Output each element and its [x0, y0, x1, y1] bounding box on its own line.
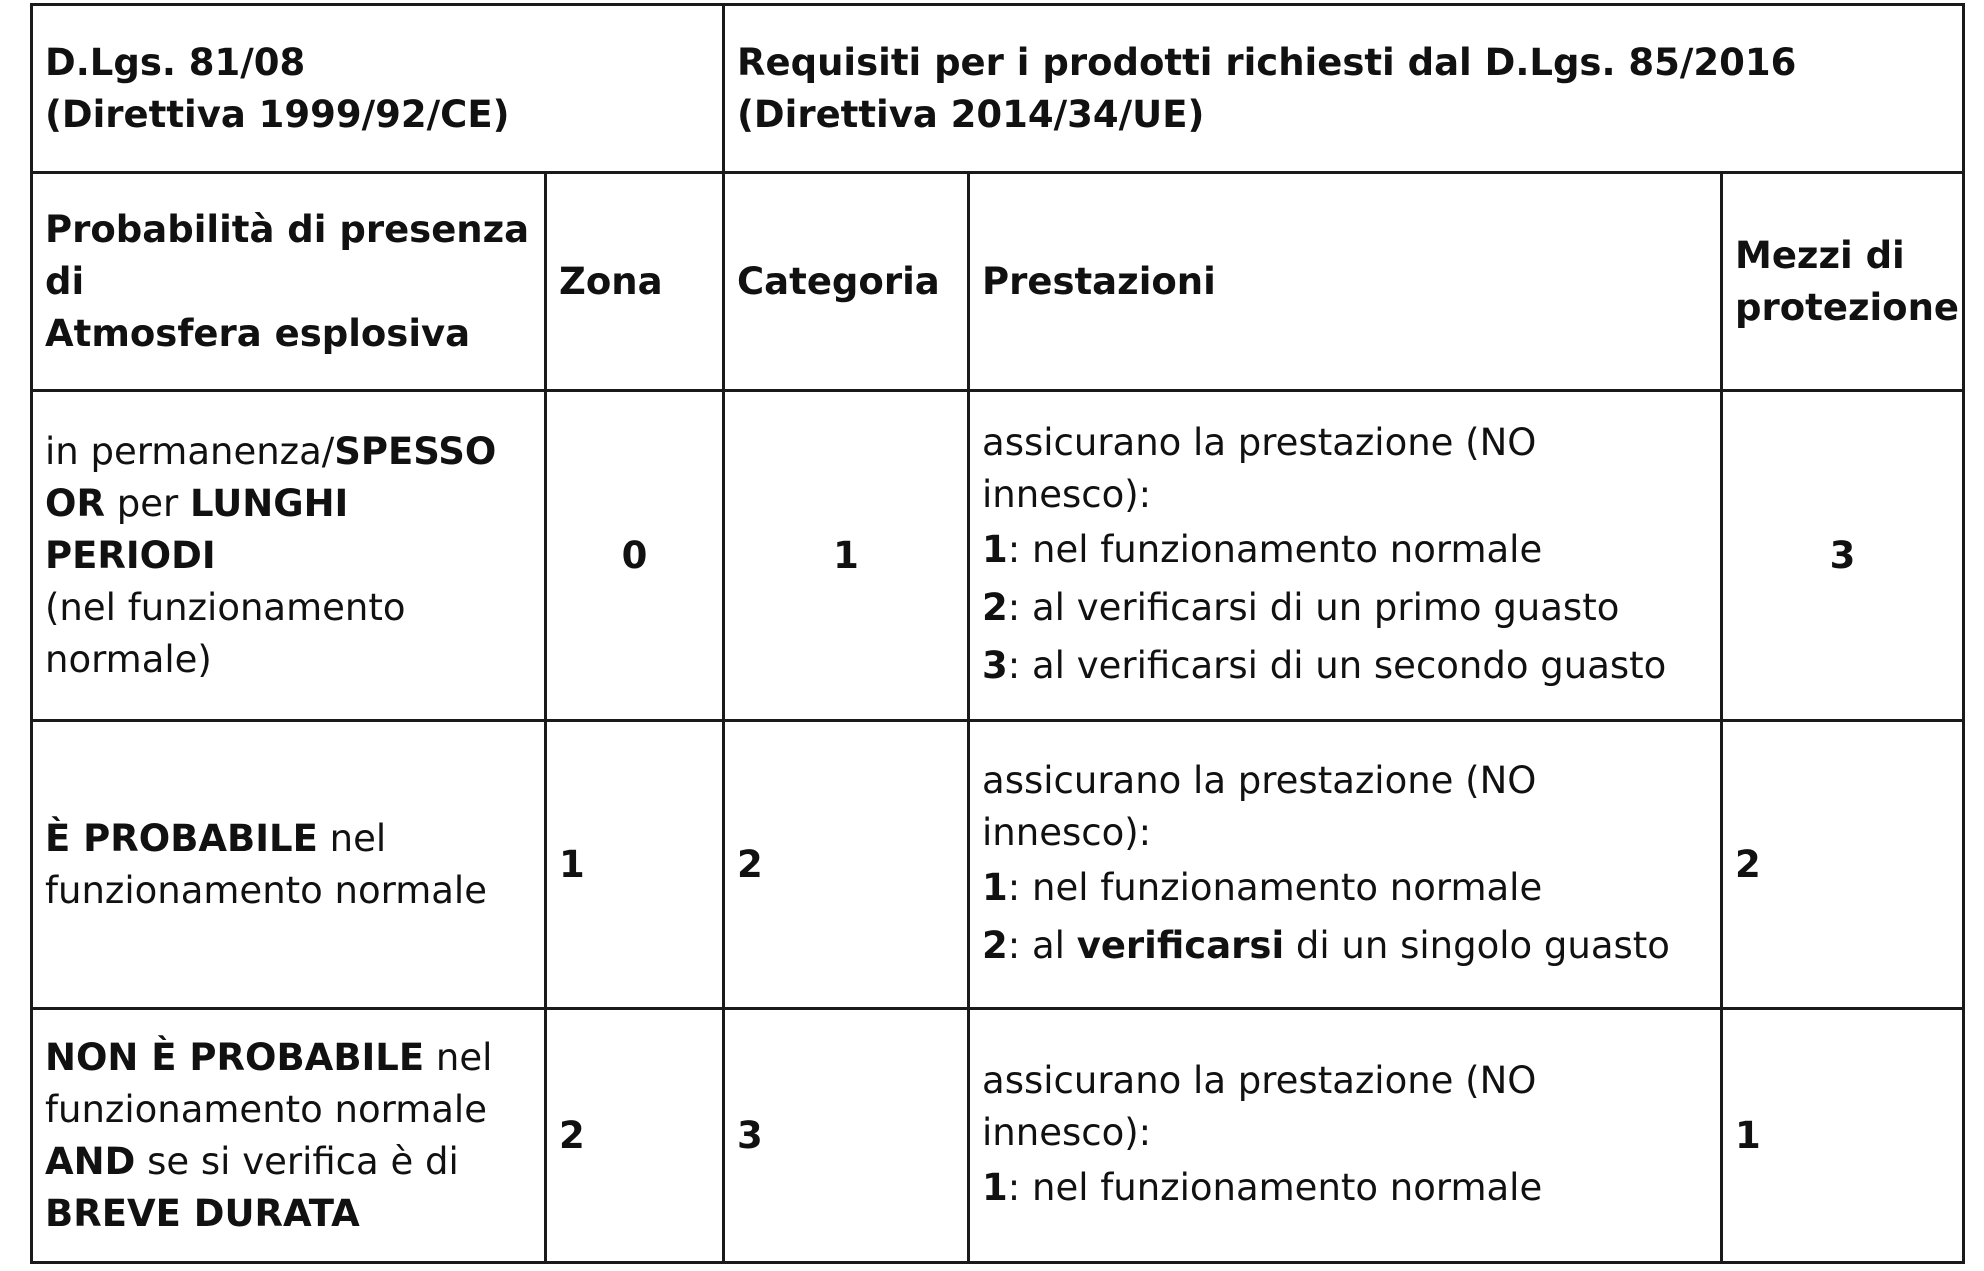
performance-intro: innesco): — [982, 1110, 1152, 1154]
performance-item-text: : al verificarsi di un secondo guasto — [1007, 643, 1667, 687]
performance-intro: innesco): — [982, 810, 1152, 854]
probability-keyword: LUNGHI — [189, 481, 349, 525]
probability-text: (nel funzionamento — [45, 585, 406, 629]
atex-zone-category-table — [30, 3, 1965, 1264]
probability-keyword: OR — [45, 481, 105, 525]
header-dlgs-81-08 — [32, 5, 724, 173]
performance-item — [982, 1159, 1708, 1217]
column-zone: Zona — [546, 173, 724, 391]
column-category: Categoria — [724, 173, 969, 391]
performance-item-number: 1 — [982, 865, 1008, 909]
header-left-line1: D.Lgs. 81/08 — [45, 40, 306, 84]
header-requirements — [724, 5, 1964, 173]
column-probability — [32, 173, 546, 391]
performance-intro: assicurano la prestazione (NO — [982, 758, 1537, 802]
column-probability-line3: Atmosfera esplosiva — [45, 311, 471, 355]
probability-cell — [32, 391, 546, 721]
performance-intro: assicurano la prestazione (NO — [982, 1058, 1537, 1102]
probability-keyword: PERIODI — [45, 533, 216, 577]
header-left-line2: (Direttiva 1999/92/CE) — [45, 92, 510, 136]
performance-item-text: : nel funzionamento normale — [1007, 865, 1543, 909]
probability-keyword: SPESSO — [334, 429, 497, 473]
table-row — [32, 391, 1964, 721]
table-row — [32, 1009, 1964, 1263]
zone-value: 2 — [546, 1009, 724, 1263]
performance-intro: innesco): — [982, 472, 1152, 516]
probability-keyword: È PROBABILE — [45, 816, 318, 860]
column-probability-line1: Probabilità di presenza — [45, 207, 530, 251]
performance-item-text: : al — [1007, 923, 1077, 967]
performance-item-number: 3 — [982, 643, 1008, 687]
performance-item-number: 1 — [982, 1165, 1008, 1209]
zone-value: 1 — [546, 721, 724, 1009]
probability-cell — [32, 721, 546, 1009]
probability-cell — [32, 1009, 546, 1263]
performance-item-text: : nel funzionamento normale — [1007, 527, 1543, 571]
probability-text: per — [104, 481, 190, 525]
performance-item-text: : nel funzionamento normale — [1007, 1165, 1543, 1209]
performance-item-keyword: verificarsi — [1076, 923, 1285, 967]
column-protection — [1722, 173, 1964, 391]
performance-item — [982, 521, 1708, 579]
performance-item — [982, 579, 1708, 637]
header-row — [32, 5, 1964, 173]
performance-cell — [969, 1009, 1722, 1263]
performance-item-text: di un singolo guasto — [1284, 923, 1670, 967]
performance-item-number: 2 — [982, 585, 1008, 629]
header-right-line2: (Direttiva 2014/34/UE) — [737, 92, 1205, 136]
performance-cell — [969, 391, 1722, 721]
probability-text: funzionamento normale — [45, 1087, 487, 1131]
protection-value: 3 — [1722, 391, 1964, 721]
probability-text: se si verifica è di — [135, 1139, 459, 1183]
category-value: 3 — [724, 1009, 969, 1263]
protection-value: 2 — [1722, 721, 1964, 1009]
column-performance: Prestazioni — [969, 173, 1722, 391]
probability-keyword: NON È PROBABILE — [45, 1035, 425, 1079]
category-value: 2 — [724, 721, 969, 1009]
performance-item-number: 2 — [982, 923, 1008, 967]
probability-text: nel — [424, 1035, 493, 1079]
performance-cell — [969, 721, 1722, 1009]
column-probability-line2: di — [45, 259, 85, 303]
column-protection-line1: Mezzi di — [1735, 233, 1905, 277]
probability-text: nel — [317, 816, 387, 860]
zone-value: 0 — [546, 391, 724, 721]
column-header-row — [32, 173, 1964, 391]
performance-intro: assicurano la prestazione (NO — [982, 420, 1537, 464]
header-right-line1: Requisiti per i prodotti richiesti dal D.Lgs. 85/2016 — [737, 40, 1797, 84]
performance-item-text: : al verificarsi di un primo guasto — [1007, 585, 1620, 629]
probability-keyword: AND — [45, 1139, 136, 1183]
performance-item — [982, 637, 1708, 695]
probability-keyword: BREVE DURATA — [45, 1191, 360, 1235]
category-value: 1 — [724, 391, 969, 721]
column-protection-line2: protezione — [1735, 285, 1960, 329]
performance-item-number: 1 — [982, 527, 1008, 571]
probability-text: in permanenza/ — [45, 429, 335, 473]
performance-item — [982, 859, 1708, 917]
probability-text: normale) — [45, 637, 212, 681]
probability-text: funzionamento normale — [45, 868, 487, 912]
table-row — [32, 721, 1964, 1009]
protection-value: 1 — [1722, 1009, 1964, 1263]
performance-item — [982, 917, 1708, 975]
